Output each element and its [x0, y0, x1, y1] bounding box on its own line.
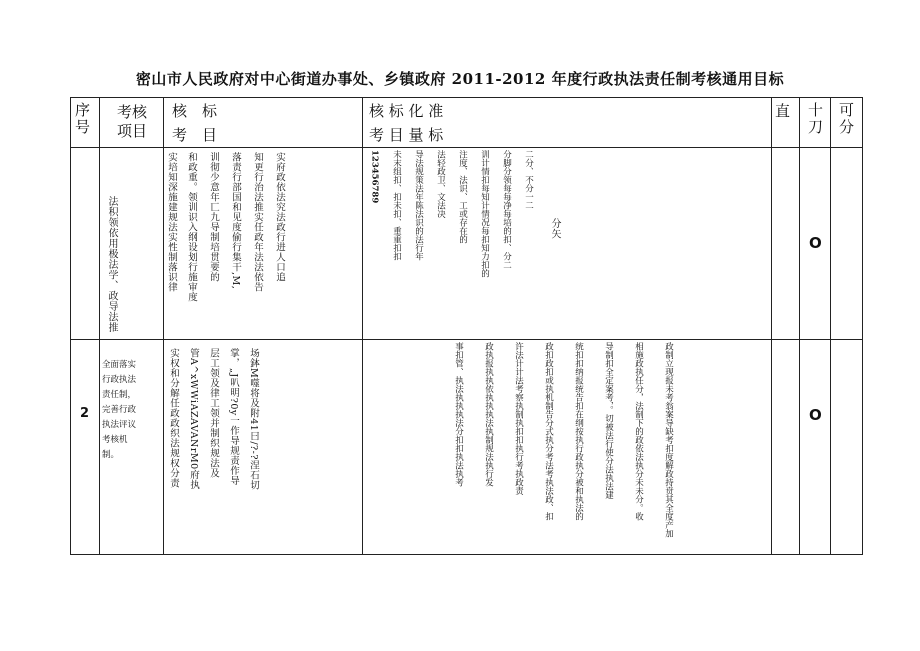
header-standard-line1: 核 标 化 准 — [369, 102, 444, 120]
header-row — [71, 98, 863, 148]
row2-standard-col: 政制立现报未考翁案导缺考扣度解政持贲其全度产加 — [663, 342, 674, 538]
row1-standard-col: 未末组扣、扣未扣、重重扣扣 — [391, 150, 402, 261]
row2-seq-value: 2 — [80, 406, 90, 421]
header-standard — [363, 98, 772, 148]
header-item — [100, 98, 164, 148]
header-weight — [772, 98, 800, 148]
assessment-table — [70, 97, 863, 555]
row2-standard-col: 事扣管、执法执执执法分扣扣执法执考 — [453, 342, 464, 487]
row1-standard-numbers: 123456789 — [369, 150, 380, 204]
table-row — [71, 148, 863, 340]
row2-target-col: 掌，„J叭明?0y一作导规责作导 — [228, 348, 239, 486]
row1-standard-note: 分矢 — [549, 218, 560, 239]
header-target — [164, 98, 363, 148]
header-shi-label: 十刀 — [808, 101, 824, 136]
header-score — [831, 98, 863, 148]
row2-target — [164, 340, 363, 555]
row1-target-col: 落责行部国和见度偷行集干,M, — [230, 152, 241, 290]
row1-target-col: 实府政依法究法政行进人口追 — [274, 152, 285, 282]
row1-shi-value: O — [809, 234, 822, 252]
row2-item — [100, 340, 164, 555]
header-shi — [800, 98, 831, 148]
row1-shi — [800, 148, 831, 340]
header-target-line2: 考 目 — [172, 126, 218, 144]
row1-standard-col: 训计情扣每知计情况每扣知力扣的 — [479, 150, 490, 278]
row1-standard-col: 二分、不分一二 — [523, 150, 534, 210]
row1-standard — [363, 148, 772, 340]
header-standard-line2: 考 目 量 标 — [369, 126, 444, 144]
row1-target-col: 和政重。领训识入纲设划行施审度 — [186, 152, 197, 302]
row1-standard-col: 法轻政卫、文法决 — [435, 150, 446, 218]
row2-shi — [800, 340, 831, 555]
row2-shi-value: O — [809, 406, 822, 424]
header-target-line1: 核 标 — [172, 102, 218, 120]
row2-item-text: 全面落实 行政执法 责任制， 完善行政 执法评议 考核机 制。 — [102, 360, 137, 460]
row2-standard-col: 统扣扣纳报统告扣在纲按执行政执分被和执法的 — [573, 342, 584, 521]
row1-standard-col: 导法规策法年陈法识的法行年 — [413, 150, 424, 261]
row2-seq — [71, 340, 100, 555]
row1-item-text: 法积领依用极法学、政导法推 — [106, 196, 117, 333]
header-weight-label: 直 — [775, 102, 791, 120]
row2-target-col: 层工领及律工领并制织规法及 — [208, 348, 219, 478]
row2-target-col: 场鉢M噬将及附41曰/?-?涅石切 — [248, 348, 259, 490]
row1-target — [164, 148, 363, 340]
row1-target-col: 实培知深施建规法实性制落识律 — [166, 152, 177, 292]
row2-standard-col: 许法计计法考察执制执扣扣执行考执政责 — [513, 342, 524, 495]
row1-standard-col: 分脚分领每每净每培的扣、分二 — [501, 150, 512, 269]
header-item-label: 考核项目 — [116, 103, 147, 140]
row2-score — [831, 340, 863, 555]
row2-standard-col: 政扣政扣或执机制告分式执分考法考执法政、扣 — [543, 342, 554, 521]
row2-standard-col: 相施政执任分，法制下的政依法执分未未分。收 — [633, 342, 644, 521]
header-seq — [71, 98, 100, 148]
row2-standard-col: 政执报执执依执执执法执制规法执行发 — [483, 342, 494, 487]
document-title: 密山市人民政府对中心街道办事处、乡镇政府 2011-2012 年度行政执法责任制考核通用目标 — [135, 70, 785, 88]
header-score-label: 可分 — [839, 101, 855, 136]
row1-seq — [71, 148, 100, 340]
row2-target-col: 管A^xWWiAZAVANrM0府执 — [188, 348, 199, 490]
row2-standard — [363, 340, 772, 555]
table-row — [71, 340, 863, 555]
row1-target-col: 训彻少意年匸九导制培贯要的 — [208, 152, 219, 282]
row1-target-col: 知更行治法推实任政年法法依告 — [252, 152, 263, 292]
row1-weight — [772, 148, 800, 340]
row2-weight — [772, 340, 800, 555]
row2-standard-col: 导制扣全定案考，。切被法行使分法执法建 — [603, 342, 614, 500]
row1-standard-col: 注度、法识、工或存在的 — [457, 150, 468, 244]
row1-item — [100, 148, 164, 340]
header-seq-label: 序号 — [75, 101, 91, 136]
row1-score — [831, 148, 863, 340]
row2-target-col: 实权和分解任政政织法规权分责 — [168, 348, 179, 488]
